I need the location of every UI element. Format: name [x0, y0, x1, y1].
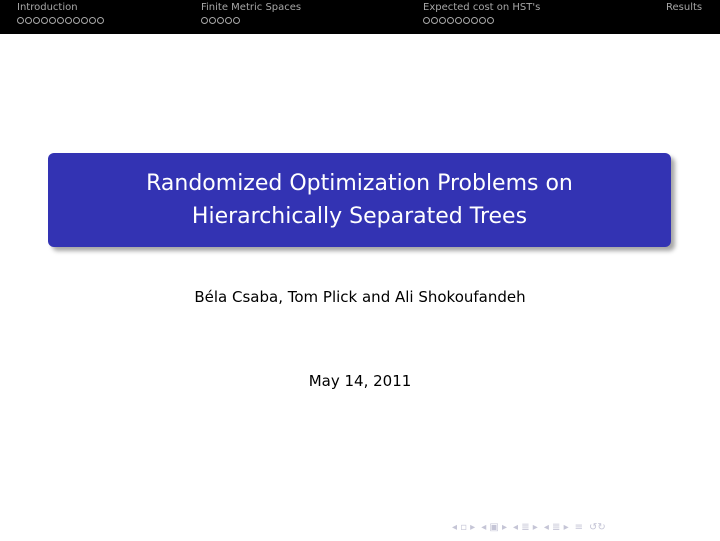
frame-dots: [423, 17, 540, 25]
subsection-nav-icon[interactable]: ◂ ▣ ▸: [481, 522, 508, 533]
frame-dot[interactable]: [89, 17, 96, 24]
beamer-navigation-controls: [452, 520, 612, 536]
frame-dot[interactable]: [447, 17, 454, 24]
subsection-list-nav-icon[interactable]: ◂ ≣ ▸: [543, 522, 569, 533]
slide-title-line-1: Randomized Optimization Problems on: [146, 171, 573, 196]
section-title[interactable]: Finite Metric Spaces: [201, 2, 302, 13]
search-icon[interactable]: ↺↻: [589, 522, 606, 533]
frame-dot[interactable]: [471, 17, 478, 24]
frame-dot[interactable]: [65, 17, 72, 24]
frame-dot[interactable]: [439, 17, 446, 24]
title-block: [48, 153, 671, 247]
frame-dot[interactable]: [455, 17, 462, 24]
navigation-headline: [0, 0, 720, 34]
frame-dot[interactable]: [423, 17, 430, 24]
frame-dot[interactable]: [233, 17, 240, 24]
frame-dot[interactable]: [225, 17, 232, 24]
section-nav-icon[interactable]: ◂ ≣ ▸: [513, 522, 538, 533]
frame-dots: [17, 17, 105, 25]
frame-dot[interactable]: [431, 17, 438, 24]
section-introduction[interactable]: [17, 2, 105, 25]
frame-dots: [201, 17, 301, 25]
slide-title-line-2: Hierarchically Separated Trees: [191, 204, 528, 229]
frame-dot[interactable]: [73, 17, 80, 24]
frame-dot[interactable]: [25, 17, 32, 24]
section-title[interactable]: Expected cost on HST's: [423, 2, 541, 13]
section-expected-cost[interactable]: [423, 2, 540, 25]
section-results[interactable]: [666, 2, 702, 14]
section-finite-metric-spaces[interactable]: [201, 2, 301, 25]
frame-dot[interactable]: [17, 17, 24, 24]
frame-nav-icon[interactable]: ◂ ▫ ▸: [452, 522, 476, 533]
section-title[interactable]: Introduction: [17, 2, 78, 13]
frame-dot[interactable]: [97, 17, 104, 24]
frame-dot[interactable]: [81, 17, 88, 24]
frame-dot[interactable]: [487, 17, 494, 24]
frame-dot[interactable]: [479, 17, 486, 24]
document-icon[interactable]: ≡: [574, 522, 583, 533]
frame-dot[interactable]: [463, 17, 470, 24]
frame-dot[interactable]: [33, 17, 40, 24]
date: May 14, 2011: [308, 372, 412, 390]
frame-dot[interactable]: [41, 17, 48, 24]
section-title[interactable]: Results: [666, 2, 703, 13]
frame-dot[interactable]: [217, 17, 224, 24]
frame-dot[interactable]: [49, 17, 56, 24]
frame-dot[interactable]: [201, 17, 208, 24]
authors: Béla Csaba, Tom Plick and Ali Shokoufandeh: [194, 288, 526, 306]
frame-dot[interactable]: [209, 17, 216, 24]
frame-dot[interactable]: [57, 17, 64, 24]
